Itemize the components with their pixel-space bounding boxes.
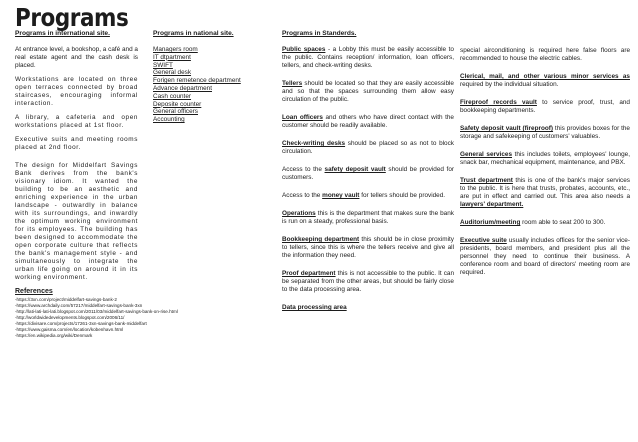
description: to service proof, trust, and bookkeeping departments.: [460, 99, 630, 114]
term: Fireproof records vault: [460, 99, 537, 106]
list-item: General officers: [153, 108, 198, 116]
money-vault-paragraph: [282, 192, 454, 200]
term: Executive suite: [460, 237, 507, 244]
description: required by the individual situation.: [460, 81, 559, 88]
bookkeeping-paragraph: [282, 236, 454, 260]
term: Tellers: [282, 80, 303, 87]
description: this should be in close proximity to tellers, since this is where the tellers receive and give all the information they need.: [282, 236, 454, 259]
executive-suite-paragraph: [460, 237, 630, 277]
page-title: Programs: [15, 3, 129, 32]
prefix: Access to the: [282, 166, 325, 173]
reference-link[interactable]: -https://en.wikipedia.org/wiki/Denmark: [15, 333, 93, 338]
description: this is not accessible to the public. It can be separated from the other areas, but should be fairly close to the data processing area.: [282, 270, 454, 293]
references-heading: References: [15, 288, 53, 295]
fireproof-records-paragraph: [460, 99, 630, 115]
reference-link[interactable]: -http://lati-lati-lati-lati.blogspot.com/2011/03/middelfart-savings-bank-on-rise.html: [15, 309, 178, 314]
list-item: Accounting: [153, 116, 185, 124]
national-site-heading: Programs in national site.: [153, 30, 234, 37]
term: General services: [460, 151, 512, 158]
international-site-heading: Programs in international site.: [15, 30, 110, 37]
term: safety deposit vault: [324, 166, 386, 173]
list-item: General desk: [153, 69, 192, 77]
executive-suits-paragraph: Executive suits and meeting rooms placed at 2nd floor.: [15, 136, 138, 151]
description: this provides boxes for the storage and safekeeping of customers' valuables.: [460, 125, 630, 140]
workstations-paragraph: Workstations are located on three open terraces connected by broad staircases, encouraging informal interaction.: [15, 76, 138, 107]
description: room able to seat 200 to 300.: [520, 219, 606, 226]
list-item: SWIFT: [153, 61, 173, 69]
design-description-paragraph: The design for Middelfart Savings Bank derives from the bank's visionary idiom. It wanted the building to be an aesthetic and enriching experience in the urban landscape - outwardly in balance with its surroundings, and inwardly the optimum working environment for its employees. The building has been designed to accommodate the open corporate culture that reflects the bank's management style - and simultaneously to integrate the urban life going on around it in its working environment.: [15, 162, 138, 281]
safety-deposit-vault-paragraph: [460, 125, 630, 141]
description: usually includes offices for the senior vice-presidents, board members, and president plus all the personnel they need to continue their business. A conference room and board of directors' meeting room are required.: [460, 237, 630, 276]
description: this includes toilets, employees' lounge, snack bar, mechanical equipment, maintenance, and PBX.: [460, 151, 630, 166]
term: Check-writing desks: [282, 140, 346, 147]
safety-deposit-access-paragraph: [282, 166, 454, 182]
term-secondary: lawyers' department.: [460, 201, 524, 208]
check-writing-paragraph: [282, 140, 454, 156]
trust-department-paragraph: [460, 177, 630, 209]
standards-heading: Programs in Standerds.: [282, 30, 357, 37]
list-item: Advance department: [153, 84, 212, 92]
general-services-paragraph: [460, 151, 630, 167]
description: for tellers should be provided.: [359, 192, 446, 199]
public-spaces-paragraph: [282, 46, 454, 70]
list-item: IT dtpartment: [153, 53, 191, 61]
reference-link[interactable]: -https://www.gaisma.com/en/location/kobenhavn.html: [15, 327, 124, 332]
list-item: Managers room: [153, 46, 198, 53]
description: should be provided for customers.: [282, 166, 454, 181]
operations-paragraph: [282, 210, 454, 226]
airconditioning-paragraph: special airconditioning is required here false floors are recommended to house the electric cables.: [460, 47, 630, 62]
term: Bookkeeping department: [282, 236, 360, 243]
term: Data processing area: [282, 304, 347, 311]
description: this is the department that makes sure the bank is run on a steady, professional basis.: [282, 210, 454, 225]
term: Proof department: [282, 270, 336, 277]
list-item: Deposite counter: [153, 100, 202, 108]
national-site-column: [153, 30, 271, 124]
reference-link[interactable]: -http://worldwidedevelopments.blogspot.com/2006/11/: [15, 315, 125, 320]
description: should be located so that they are easily accessible and so that the spaces surrounding them allow easy circulation of the public.: [282, 80, 454, 103]
term: Loan officers: [282, 114, 323, 121]
reference-link[interactable]: -https://3xn.com/project/middelfart-savings-bank-2: [15, 297, 117, 302]
description: - a Lobby this must be easily accessible to the public. Contains reception/ information, loan officers, tellers, and check-writing desks.: [282, 46, 454, 69]
term: Operations: [282, 210, 316, 217]
description: should be placed so as not to block circulation.: [282, 140, 455, 155]
national-program-list: [153, 46, 271, 124]
list-item: Forigen remetence department: [153, 77, 241, 85]
library-paragraph: A library, a cafeteria and open workstations placed at 1st floor.: [15, 114, 138, 129]
term: Clerical, mail, and other various minor services as: [460, 73, 630, 80]
standards-column: [282, 30, 454, 318]
term: Public spaces: [282, 46, 326, 53]
data-processing-paragraph: [282, 304, 454, 312]
references-list: [15, 297, 178, 339]
auditorium-paragraph: [460, 219, 630, 227]
proof-department-paragraph: [282, 270, 454, 294]
entrance-level-paragraph: At entrance level, a bookshop, a café and a real estate agent and the cash desk is placed.: [15, 46, 138, 69]
term: money vault: [322, 192, 360, 199]
term: Trust department: [460, 177, 513, 184]
list-item: Cash counter: [153, 92, 192, 100]
clerical-services-paragraph: [460, 73, 630, 89]
term: Auditorium/meeting: [460, 219, 521, 226]
reference-link[interactable]: -https://divisare.com/projects/17261-3xn-savings-bank-middelfart: [15, 321, 147, 326]
prefix: Access to the: [282, 192, 323, 199]
term: Safety deposit vault (fireproof): [460, 125, 554, 132]
tellers-paragraph: [282, 80, 454, 104]
standards-continued-column: [460, 30, 630, 283]
reference-link[interactable]: -https://www.archdaily.com/57217/middelfart-savings-bank-3xn: [15, 303, 143, 308]
loan-officers-paragraph: [282, 114, 454, 130]
description: and others who have direct contact with the customer should be readily available.: [282, 114, 454, 129]
description: this is one of the bank's major services to the public. It is here that trusts, probates, accounts, etc., are put in effect and carried out. This area also needs a: [460, 177, 630, 200]
